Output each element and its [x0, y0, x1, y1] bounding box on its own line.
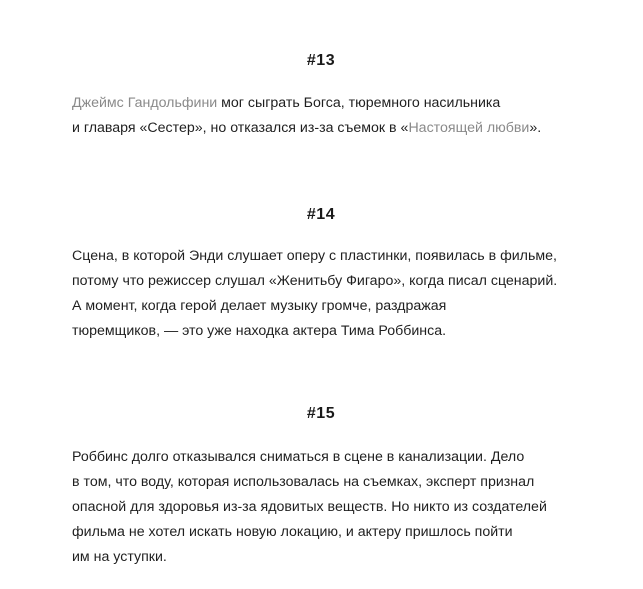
fact-line: им на уступки. [72, 549, 167, 565]
fact-line [72, 116, 541, 141]
fact-line: фильма не хотел искать новую локацию, и актеру пришлось пойти [72, 524, 513, 540]
fact-line: Роббинс долго отказывался сниматься в сцене в канализации. Дело [72, 449, 525, 465]
fact-line: А момент, когда герой делает музыку громче, раздражая [72, 298, 447, 314]
fact-text [72, 244, 557, 344]
fact-number: #14 [306, 206, 336, 223]
fact-line: тюремщиков, — это уже находка актера Тима Роббинса. [72, 323, 447, 339]
fact-text [72, 445, 547, 570]
fact-line: Сцена, в которой Энди слушает оперу с пластинки, появилась в фильме, [72, 248, 557, 264]
fact-number: #15 [306, 405, 336, 422]
fact-line: потому что режиссер слушал «Женитьбу Фигаро», когда писал сценарий. [72, 273, 558, 289]
line-text: ». [529, 120, 542, 136]
fact-number: #13 [306, 52, 336, 69]
movie-link[interactable]: Настоящей любви [408, 120, 530, 136]
line-text: и главаря «Сестер», но отказался из-за съемок в « [72, 120, 409, 136]
fact-line: в том, что воду, которая использовалась на съемках, эксперт признал [72, 474, 535, 490]
fact-line [72, 91, 541, 116]
fact-line: опасной для здоровья из-за ядовитых веществ. Но никто из создателей [72, 499, 547, 515]
fact-text [72, 91, 541, 141]
line-text: мог сыграть Богса, тюремного насильника [217, 95, 501, 111]
actor-link[interactable]: Джеймс Гандольфини [72, 95, 218, 111]
